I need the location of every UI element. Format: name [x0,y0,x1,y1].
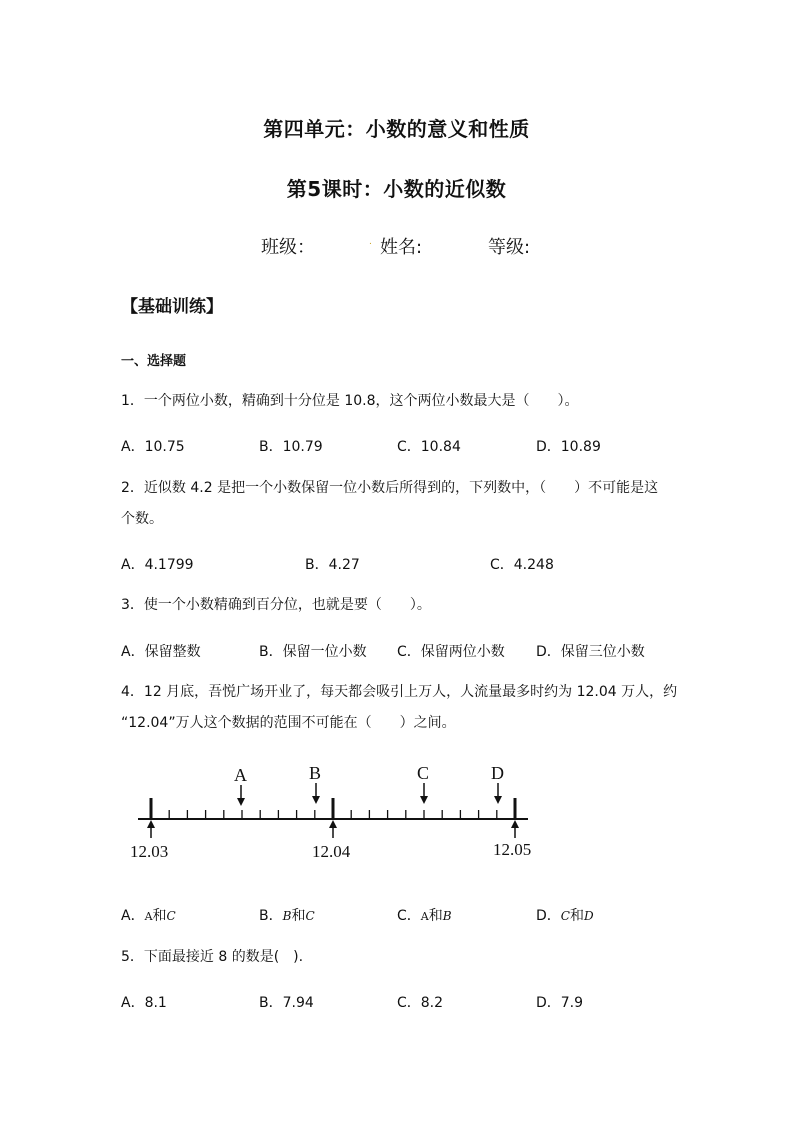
question-4-stem-line2: “12.04”万人这个数据的范围不可能在（ ）之间。 [121,715,456,731]
q4-option-d-point2: D [583,909,594,923]
q5-option-c[interactable]: C．8.2 [397,995,444,1011]
name-label: 姓名: [380,237,423,258]
q2-option-a[interactable]: A．4.1799 [121,557,194,573]
lesson-title: 第5课时：小数的近似数 [286,177,507,201]
point-b-marker [309,763,321,804]
q4-option-b-point1: B [282,909,292,923]
question-2-stem-line2: 个数。 [121,511,163,527]
q4-option-b-and: 和 [291,908,306,924]
number-line-figure [120,758,540,868]
grade-label: 等级: [488,237,531,258]
q4-option-d[interactable] [536,905,594,925]
question-type-heading: 一、选择题 [121,354,187,369]
tick-label-1205: 12.05 [493,840,532,859]
q1-option-c[interactable]: C．10.84 [397,439,461,455]
q4-option-a-and: 和 [152,908,167,924]
point-b-label: B [309,763,322,783]
point-c-marker [417,763,429,804]
q4-option-a[interactable] [121,905,176,925]
tick-arrow-1204 [329,820,337,838]
q4-option-b[interactable] [259,905,315,925]
q3-option-a[interactable]: A．保留整数 [121,644,201,660]
q4-option-a-prefix: A． [121,908,145,924]
q5-option-a[interactable]: A．8.1 [121,995,167,1011]
tick-label-1204: 12.04 [312,842,351,861]
q3-option-d[interactable]: D．保留三位小数 [536,644,645,660]
question-3-stem: 3．使一个小数精确到百分位，也就是要（ ）。 [121,597,431,613]
q1-option-a[interactable]: A．10.75 [121,439,185,455]
q5-option-b[interactable]: B．7.94 [259,995,314,1011]
q4-option-b-point2: C [305,909,315,923]
q4-option-c-and: 和 [428,908,443,924]
q4-option-a-point2: C [166,909,176,923]
q5-option-d[interactable]: D．7.9 [536,995,584,1011]
q2-option-b[interactable]: B．4.27 [305,557,360,573]
q4-option-a-point1: A [144,910,153,923]
q1-option-b[interactable]: B．10.79 [259,439,323,455]
point-d-label: D [491,763,504,783]
class-label: 班级： [261,237,315,258]
q4-option-d-prefix: D． [536,908,561,924]
unit-title: 第四单元：小数的意义和性质 [263,117,530,141]
tick-label-1203: 12.03 [130,842,169,861]
point-a-label: A [234,765,247,785]
q4-option-c-point2: B [442,909,452,923]
point-c-label: C [417,763,430,783]
tick-arrow-1205 [511,820,519,838]
q1-option-d[interactable]: D．10.89 [536,439,601,455]
q4-option-c-prefix: C． [397,908,421,924]
question-5-stem: 5．下面最接近 8 的数是( ). [121,949,304,965]
q4-option-d-and: 和 [569,908,584,924]
q3-option-c[interactable]: C．保留两位小数 [397,644,505,660]
q3-option-b[interactable]: B．保留一位小数 [259,644,367,660]
q4-option-d-point1: C [560,909,570,923]
dot-mark: . [369,237,372,247]
question-2-stem-line1: 2．近似数 4.2 是把一个小数保留一位小数后所得到的，下列数中，（ ）不可能是这 [121,480,659,496]
point-a-marker [234,765,247,806]
question-4-stem-line1: 4．12 月底，吾悦广场开业了，每天都会吸引上万人，人流量最多时约为 12.04 万人，约 [121,684,678,700]
point-d-marker [491,763,504,804]
question-1-stem: 1．一个两位小数，精确到十分位是 10.8，这个两位小数最大是（ ）。 [121,393,579,409]
q4-option-c[interactable] [397,905,452,925]
section-title: 【基础训练】 [121,297,223,317]
q4-option-b-prefix: B． [259,908,283,924]
q2-option-c[interactable]: C．4.248 [490,557,554,573]
q4-option-c-point1: A [420,910,429,923]
tick-arrow-1203 [147,820,155,838]
